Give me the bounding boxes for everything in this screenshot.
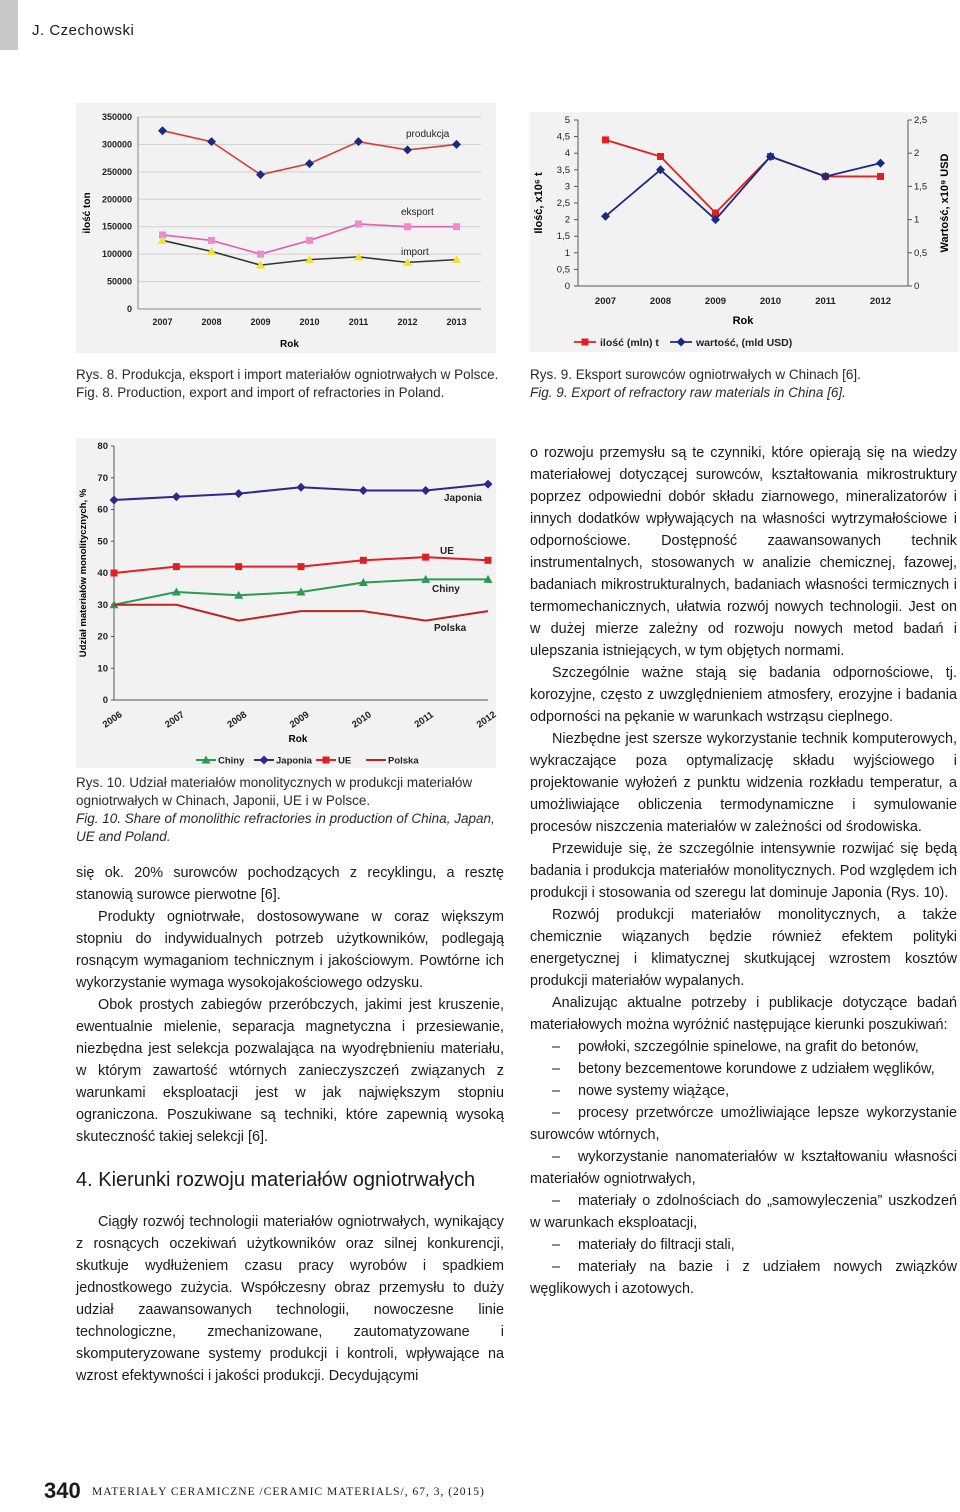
data-point-eksport (208, 237, 215, 244)
y-tick-label: 250000 (101, 166, 132, 177)
right-paragraph-2: Szczególnie ważne stają się badania odpornościowe, tj. korozyjne, często z uwzględnieniem atmosfery, erozyjne i badania odporności na pękanie w warunkach wstrząsu cieplnego. (530, 665, 957, 725)
annotation-label: Japonia (444, 493, 482, 504)
data-point-eksport (453, 223, 460, 230)
list-item-text: materiały na bazie i z udziałem nowych związków węglikowych i azotowych. (530, 1259, 957, 1297)
figure-9-chart (530, 112, 958, 352)
y-right-tick-label: 1,5 (914, 181, 928, 193)
list-item-text: materiały do filtracji stali, (578, 1237, 735, 1253)
y-left-tick-label: 1 (564, 247, 570, 259)
data-point-Japonia (484, 480, 493, 489)
y-tick-label: 60 (97, 504, 108, 516)
y-tick-label: 100000 (101, 249, 132, 260)
annotation-label: eksport (401, 207, 434, 218)
y-tick-label: 80 (97, 441, 108, 452)
figure-8-svg (76, 103, 496, 353)
y-tick-label: 0 (126, 304, 132, 314)
figure-8-caption (76, 366, 506, 402)
y-right-tick-label: 1 (914, 214, 920, 226)
page-number: 340 (44, 1478, 81, 1503)
left-paragraph-4: Ciągły rozwój technologii materiałów ogniotrwałych, wynikający z rosnących oczekiwań użytkowników oraz silnej konkurencji, skutkuje wydłużeniem czasu pracy wyrobów i spadkiem jednostkowego zużycia. Współczesny obraz przemysłu to duży udział zaawansowanych technologii, nowoczesne linie technologiczne, zmechanizowane, zautomatyzowane i skomputeryzowane systemy produkcji i kontroli, wpływające na wzrost efektywności i jakości produkcji. Decydującymi (76, 1214, 504, 1384)
annotation-label: Polska (434, 623, 467, 634)
data-point-produkcja (158, 126, 167, 135)
figure-10-caption-en: Fig. 10. Share of monolithic refractories in production of China, Japan, UE and Poland. (76, 811, 495, 844)
y-left-tick-label: 3,5 (556, 164, 570, 176)
x-tick-label: 2010 (299, 317, 320, 327)
legend-label: Japonia (276, 755, 312, 767)
left-paragraph-2: Produkty ogniotrwałe, dostosowywane w coraz większym stopniu do indywidualnych potrzeb użytkowników, podlegają rosnącym wymaganiom technicznym i jakościowym. Powtórne ich wykorzystanie wymaga wysokojakościowego odzysku. (76, 909, 504, 991)
legend-swatch-marker (260, 756, 269, 765)
y-tick-label: 20 (97, 631, 108, 643)
x-tick-label: 2008 (225, 709, 250, 731)
y-axis-title: ilość ton (82, 192, 93, 234)
figure-9-caption-pl: Rys. 9. Eksport surowców ogniotrwałych w Chinach [6]. (530, 367, 861, 382)
annotation-label: produkcja (406, 129, 450, 140)
data-point-UE (422, 554, 429, 561)
legend-label: Polska (388, 755, 419, 767)
data-point-produkcja (452, 140, 461, 149)
list-dash: – (552, 1259, 561, 1275)
figure-9-caption (530, 366, 950, 402)
data-point-Japonia (297, 483, 306, 492)
figure-10-svg (76, 438, 499, 768)
x-tick-label: 2011 (815, 296, 836, 307)
data-point-eksport (355, 220, 362, 227)
data-point-eksport (257, 251, 264, 258)
data-point-Japonia (421, 486, 430, 495)
x-tick-label: 2009 (287, 709, 312, 731)
list-item (530, 1146, 957, 1190)
y-right-tick-label: 2,5 (914, 115, 928, 126)
x-tick-label: 2010 (759, 296, 782, 307)
y-left-tick-label: 2,5 (556, 198, 570, 209)
y-axis-title: Udział materiałów monolitycznych, % (78, 488, 89, 658)
y-left-tick-label: 0 (564, 281, 570, 292)
legend-label: UE (338, 755, 352, 767)
y-right-tick-label: 0 (914, 281, 920, 292)
y-left-tick-label: 2 (564, 214, 570, 226)
legend-swatch-marker (323, 757, 330, 764)
x-tick-label: 2011 (348, 317, 369, 327)
legend-label: Chiny (218, 755, 245, 767)
data-point-UE (360, 557, 367, 564)
x-tick-label: 2012 (869, 296, 892, 307)
data-point-UE (111, 570, 118, 577)
x-tick-label: 2012 (474, 709, 499, 731)
y-right-tick-label: 0,5 (914, 247, 928, 259)
list-dash: – (552, 1061, 561, 1077)
right-paragraph-1: o rozwoju przemysłu są te czynniki, które opierają się na wiedzy materiałowej dotyczącej surowców, kształtowania mikrostruktury poprzez odpowiedni dobór składu ziarnowego, mineralizatorów i innych dodatków wpływających na własności wytrzymałościowe i odpornościowe. Dostępność zaawansowanych technik instrumentalnych, stosowanych w analizie chemicznej, fazowej, badaniach mikrostrukturalnych, badaniach własności termicznych i termomechanicznych, ułatwia rozwój nowych technologii. Jest on w dużej mierze zależny od rozwoju nowych metod badań i ulepszania istniejących, w tym objętych normami. (530, 445, 957, 659)
left-paragraph-1: się ok. 20% surowców pochodzących z recyklingu, a resztę stanowią surowce pierwotne [6]. (76, 865, 504, 903)
data-point-UE (173, 563, 180, 570)
right-column (530, 442, 957, 1300)
list-item-text: wykorzystanie nanomateriałów w kształtowaniu własności materiałów ogniotrwałych, (530, 1149, 957, 1187)
y-tick-label: 30 (97, 599, 108, 611)
y-tick-label: 40 (97, 568, 108, 579)
legend-swatch-marker (677, 338, 686, 347)
list-item-text: powłoki, szczególnie spinelowe, na grafit do betonów, (578, 1039, 919, 1055)
list-item-text: procesy przetwórcze umożliwiające lepsze wykorzystanie surowców wtórnych, (530, 1105, 957, 1143)
list-dash: – (552, 1193, 561, 1209)
figure-8-chart (76, 103, 496, 353)
right-paragraph-6: Analizując aktualne potrzeby i publikacje dotyczące badań materiałowych można wyróżnić następujące kierunki poszukiwań: (530, 995, 957, 1033)
data-point-UE (485, 557, 492, 564)
figure-8-caption-pl: Rys. 8. Produkcja, eksport i import materiałów ogniotrwałych w Polsce. (76, 367, 499, 382)
header-bar (0, 0, 18, 50)
x-tick-label: 2008 (649, 296, 672, 307)
data-point-eksport (306, 237, 313, 244)
annotation-label: UE (440, 546, 454, 557)
y-tick-label: 0 (102, 695, 108, 706)
running-head-author: J. Czechowski (32, 22, 135, 39)
list-item-text: nowe systemy wiążące, (578, 1083, 730, 1099)
list-dash: – (552, 1083, 561, 1099)
left-paragraph-3: Obok prostych zabiegów przeróbczych, jakimi jest kruszenie, ewentualnie mielenie, separacja magnetyczna i przesiewanie, niezbędna jest selekcja pozwalająca na wyodrębnieniu materiału, w którym zawartość wtórnych zanieczyszczeń związanych z warunkami eksploatacji jest w jak największym stopniu ograniczona. Poszukiwane są techniki, które zapewnią wysoką skuteczność takiej selekcji [6]. (76, 997, 504, 1145)
list-dash: – (552, 1105, 561, 1121)
data-point-right (876, 159, 885, 168)
y-left-tick-label: 4,5 (556, 131, 570, 143)
data-point-left (602, 136, 609, 143)
legend-label: ilość (mln) t (600, 337, 659, 349)
left-column (76, 862, 504, 1387)
x-tick-label: 2009 (250, 317, 271, 327)
series-line-Polska (114, 605, 488, 621)
data-point-UE (235, 563, 242, 570)
y-left-axis-title: Ilość, x10⁶ t (533, 172, 545, 234)
legend-swatch-marker (582, 339, 589, 346)
list-dash: – (552, 1039, 561, 1055)
y-tick-label: 150000 (101, 221, 132, 232)
x-axis-title: Rok (732, 315, 754, 327)
journal-reference: MATERIAŁY CERAMICZNE /CERAMIC MATERIALS/, 67, 3, (2015) (92, 1486, 485, 1498)
x-axis-title: Rok (280, 339, 299, 350)
list-dash: – (552, 1237, 561, 1253)
list-item-text: betony bezcementowe korundowe z udziałem węglików, (578, 1061, 935, 1077)
data-point-Japonia (110, 495, 119, 504)
list-item-text: materiały o zdolnościach do „samowyleczenia” uszkodzeń w warunkach eksploatacji, (530, 1193, 957, 1231)
figure-9-svg (530, 112, 958, 352)
y-tick-label: 300000 (101, 139, 132, 150)
y-tick-label: 70 (97, 472, 108, 484)
data-point-Japonia (234, 489, 243, 498)
x-tick-label: 2011 (412, 709, 436, 731)
list-item (530, 1080, 957, 1102)
x-tick-label: 2013 (446, 317, 467, 327)
figure-8-caption-en: Fig. 8. Production, export and import of refractories in Poland. (76, 385, 445, 400)
x-tick-label: 2007 (152, 317, 173, 327)
x-tick-label: 2009 (704, 296, 727, 307)
series-line-left (606, 140, 881, 213)
list-item (530, 1102, 957, 1146)
annotation-label: Chiny (432, 584, 460, 595)
y-tick-label: 350000 (101, 112, 132, 122)
data-point-eksport (404, 223, 411, 230)
y-tick-label: 50 (97, 536, 108, 548)
figure-9-caption-en: Fig. 9. Export of refractory raw materials in China [6]. (530, 385, 846, 400)
x-tick-label: 2010 (350, 709, 374, 731)
x-tick-label: 2012 (397, 317, 418, 327)
data-point-Japonia (172, 492, 181, 501)
list-item (530, 1036, 957, 1058)
legend-label: wartość, (mld USD) (696, 337, 793, 349)
x-axis-title: Rok (288, 734, 308, 745)
y-left-tick-label: 4 (564, 148, 570, 160)
series-line-right (606, 157, 881, 220)
y-tick-label: 10 (97, 663, 108, 675)
list-item (530, 1256, 957, 1300)
data-point-left (877, 173, 884, 180)
right-paragraph-3: Niezbędne jest szersze wykorzystanie technik komputerowych, wykraczające poza optymalizację składu wyjściowego i projektowanie wyłożeń z punktu widzenia rozkładu temperatur, a umożliwiające obliczenia termodynamiczne i symulowanie procesów niszczenia materiałów w zależności od środowiska. (530, 731, 957, 835)
list-item (530, 1058, 957, 1080)
y-left-tick-label: 0,5 (556, 264, 570, 276)
list-dash: – (552, 1149, 561, 1165)
figure-10-caption-pl: Rys. 10. Udział materiałów monolitycznych w produkcji materiałów ogniotrwałych w Chinach, Japonii, UE i w Polsce. (76, 775, 473, 808)
right-paragraph-4: Przewiduje się, że szczególnie intensywnie rozwijać się będą badania i produkcja materiałów monolitycznych. Pod względem ich produkcji i stosowania od szeregu lat dominuje Japonia (Rys. 10). (530, 841, 957, 901)
data-point-Japonia (359, 486, 368, 495)
x-tick-label: 2007 (163, 709, 187, 731)
research-directions-list (530, 1036, 957, 1300)
y-left-tick-label: 5 (564, 115, 570, 126)
y-tick-label: 200000 (101, 194, 132, 205)
x-tick-label: 2008 (201, 317, 222, 327)
y-left-tick-label: 3 (564, 181, 570, 193)
data-point-UE (298, 563, 305, 570)
data-point-produkcja (305, 159, 314, 168)
section-heading: 4. Kierunki rozwoju materiałów ogniotrwałych (76, 1169, 476, 1191)
y-left-tick-label: 1,5 (556, 231, 570, 243)
right-paragraph-5: Rozwój produkcji materiałów monolitycznych, a także chemicznie wiązanych będzie również efektem polityki energetycznej i klimatycznej skutkującej wzrostem kosztów produkcji materiałów wypalanych. (530, 907, 957, 989)
x-tick-label: 2007 (594, 296, 617, 307)
annotation-label: import (401, 247, 429, 258)
data-point-left (657, 153, 664, 160)
figure-10-caption (76, 774, 506, 846)
data-point-produkcja (403, 145, 412, 154)
list-item (530, 1234, 957, 1256)
x-tick-label: 2006 (100, 709, 125, 731)
list-item (530, 1190, 957, 1234)
y-right-axis-title: Wartość, x10⁹ USD (939, 153, 951, 253)
y-tick-label: 50000 (106, 276, 132, 287)
figure-10-chart (76, 438, 499, 768)
y-right-tick-label: 2 (914, 148, 920, 160)
